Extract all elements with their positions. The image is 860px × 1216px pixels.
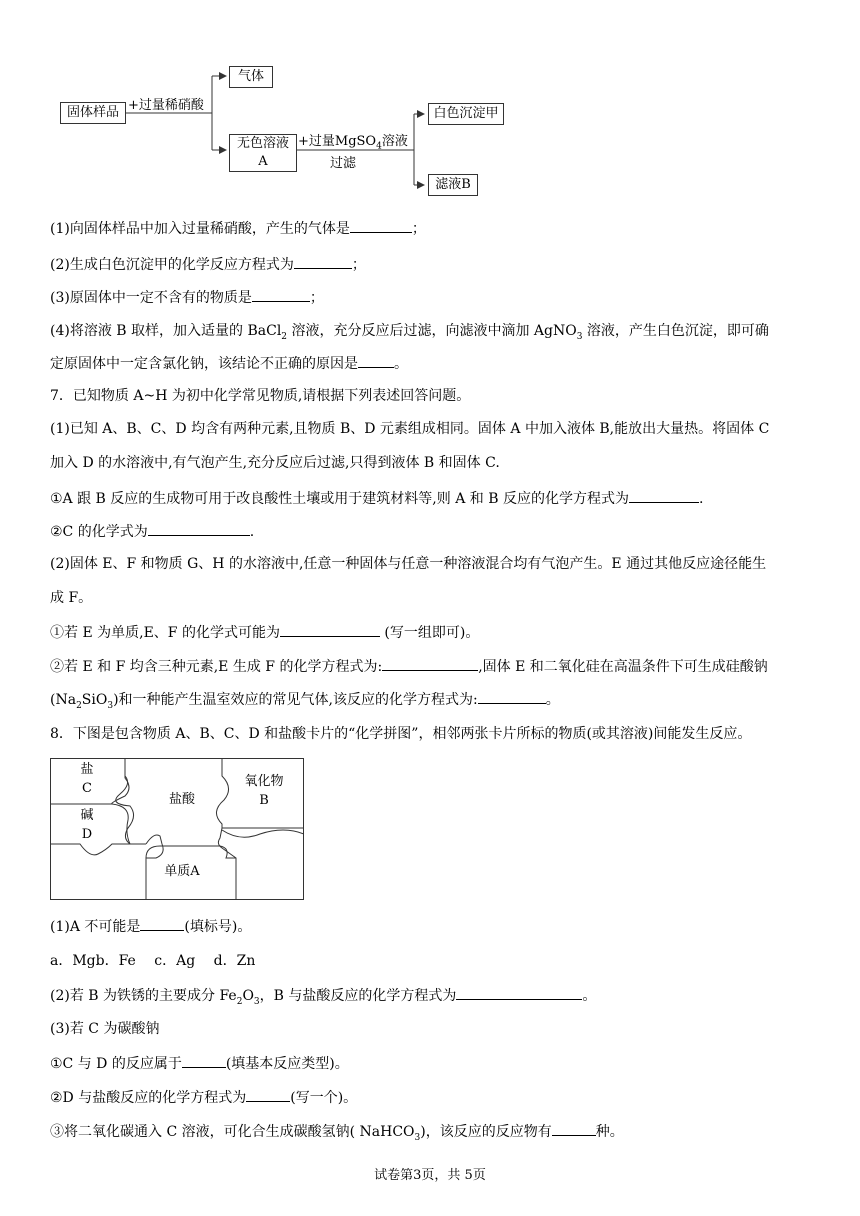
q6-part4-sub1: 2 [281,331,288,342]
q8-part1 [50,916,251,937]
q7-part2-iii-sub2: 3 [107,700,114,711]
q7-part1-ii-text: ②C 的化学式为 [50,524,148,540]
answer-blank [358,353,394,368]
q8-part3-ii-end: (写一个)。 [290,1090,358,1106]
q7-part2-iii-b: SiO [81,692,108,708]
base-d: D [81,827,93,842]
q6-part4-text-c: 溶液，产生白色沉淀，即可确 [582,323,769,339]
q8-part2-sub2: 3 [253,996,260,1007]
puzzle-card-base [72,806,102,844]
q7-part2-i-end: (写一组即可)。 [379,625,480,641]
add-mgso4-pre: +过量MgSO [298,134,377,149]
q8-part2-c: ，B 与盐酸反应的化学方程式为 [259,988,457,1004]
q6-part3 [50,287,324,308]
puzzle-card-salt [72,760,102,798]
q8-part2 [50,985,596,1012]
q7-part1-line2: 加入 D 的水溶液中,有气泡产生,充分反应后过滤,只得到液体 B 和固体 C. [50,455,500,471]
answer-blank [478,689,546,704]
q6-part3-text: (3)原固体中一定不含有的物质是 [50,290,252,306]
q6-part4-cont [50,353,408,374]
q6-part4-end: 。 [394,356,408,372]
q8-part2-b: O [242,988,254,1004]
q7-part1-line1: (1)已知 A、B、C、D 均含有两种元素,且物质 B、D 元素组成相同。固体 A 中加入液体 B,能放出大量热。将固体 C [50,421,770,437]
q8-part3-i-end: (填基本反应类型)。 [225,1056,349,1072]
filter-label: 过滤 [330,156,357,171]
answer-blank [140,916,184,931]
q7-part2-ii-text: ②若 E 和 F 均含三种元素,E 生成 F 的化学方程式为: [50,659,383,675]
q6-part4 [50,321,769,347]
q8-part1-end: (填标号)。 [184,919,252,935]
q6-part3-end: ； [309,290,324,306]
answer-blank [382,656,478,671]
box-white-ppt [428,103,504,125]
q8-part3-i [50,1053,349,1074]
q7-part2-iii-a: (Na [50,692,77,708]
q7-part2-iii [50,689,560,716]
answer-blank [456,985,582,1000]
q8-part3-ii-text: ②D 与盐酸反应的化学方程式为 [50,1090,247,1106]
oxide-b: B [259,793,269,808]
q6-part4-text-a: (4)将溶液 B 取样，加入适量的 BaCl [50,323,282,339]
q6-part2-text: (2)生成白色沉淀甲的化学反应方程式为 [50,257,294,273]
q7-part1-i [50,488,703,509]
q7-part2-ii-text-b: ,固体 E 和二氧化硅在高温条件下可生成硅酸钠 [478,659,768,675]
q8-part2-end: 。 [582,988,597,1004]
q6-part1-text: (1)向固体样品中加入过量稀硝酸，产生的气体是 [50,221,350,237]
q7-part2-line1: (2)固体 E、F 和物质 G、H 的水溶液中,任意一种固体与任意一种溶液混合均有气泡产生。E 通过其他反应途径能生 [50,556,767,572]
q7-part1-ii-end: . [249,524,255,540]
q8-part3-iii-b: )，该反应的反应物有 [420,1124,552,1140]
puzzle-card-hcl: 盐酸 [168,792,195,807]
q8-part3: (3)若 C 为碳酸钠 [50,1021,160,1037]
q6-part2 [50,254,366,275]
q6-part4-text-b: 溶液，充分反应后过滤，向滤液中滴加 AgNO [287,323,577,339]
answer-blank [148,521,250,536]
answer-blank [246,1087,290,1102]
answer-blank [552,1121,596,1136]
salt-label: 盐 [80,762,94,777]
answer-blank [350,218,412,233]
q7-title: 7．已知物质 A~H 为初中化学常见物质,请根据下列表述回答问题。 [50,388,471,404]
q8-part3-iii-end: 种。 [595,1124,624,1140]
solid-sample-label: 固体样品 [66,105,119,120]
base-label: 碱 [80,808,94,823]
q8-part3-ii [50,1087,357,1108]
filtrate-b-label: 滤液B [435,177,471,192]
gas-label: 气体 [237,69,264,84]
answer-blank [280,622,380,637]
add-mgso4-sub: 4 [376,141,382,152]
q6-part2-end: ； [351,257,366,273]
q7-part2-ii [50,656,768,677]
q8-title: 8．下图是包含物质 A、B、C、D 和盐酸卡片的“化学拼图”，相邻两张卡片所标的物质(或其溶液)间能发生反应。 [50,726,752,742]
q7-part2-iii-c: )和一种能产生温室效应的常见气体,该反应的化学方程式为: [113,692,478,708]
q8-part3-iii [50,1121,624,1148]
answer-blank [294,254,352,269]
q8-part3-iii-sub: 3 [414,1132,421,1143]
q8-part3-i-text: ①C 与 D 的反应属于 [50,1056,182,1072]
box-filtrate-b [428,174,478,196]
box-gas [229,66,273,88]
chemistry-puzzle [50,758,304,900]
answer-blank [629,488,699,503]
answer-blank [182,1053,226,1068]
oxide-label: 氧化物 [244,774,284,789]
add-mgso4-label [298,130,408,152]
box-colorless-solution [229,134,297,172]
q6-part4-text-d: 定原固体中一定含氯化钠，该结论不正确的原因是 [50,356,358,372]
q8-options: a．Mgb．Fe c．Ag d．Zn [50,953,256,969]
q6-part1 [50,218,426,239]
q6-part1-end: ； [411,221,426,237]
add-mgso4-post: 溶液 [381,134,408,149]
answer-blank [252,287,310,302]
q7-part1-i-end: . [698,491,704,507]
salt-c: C [82,781,92,796]
colorless-solution-label: 无色溶液 [236,136,289,151]
q7-part2-iii-sub1: 2 [76,700,82,711]
q8-part2-sub1: 2 [236,996,243,1007]
puzzle-card-element: 单质A [164,864,200,879]
q7-part2-i [50,622,479,643]
colorless-solution-a: A [258,154,268,169]
q7-part1-ii [50,521,254,542]
white-ppt-label: 白色沉淀甲 [433,106,499,121]
q7-part2-i-text: ①若 E 为单质,E、F 的化学式可能为 [50,625,280,641]
q8-part3-iii-a: ③将二氧化碳通入 C 溶液，可化合生成碳酸氢钠( NaHCO [50,1124,415,1140]
puzzle-card-oxide [236,772,292,810]
q6-part4-sub2: 3 [576,331,583,342]
q7-part1-i-text: ①A 跟 B 反应的生成物可用于改良酸性土壤或用于建筑材料等,则 A 和 B 反应的化学方程式为 [50,491,629,507]
page-footer: 试卷第3页，共 5页 [374,1168,486,1183]
q7-part2-iii-end: 。 [545,692,560,708]
add-acid-label: +过量稀硝酸 [128,98,204,113]
q7-part2-line2: 成 F。 [50,590,93,606]
q8-part2-a: (2)若 B 为铁锈的主要成分 Fe [50,988,237,1004]
q8-part1-text: (1)A 不可能是 [50,919,141,935]
box-solid-sample [60,102,126,124]
